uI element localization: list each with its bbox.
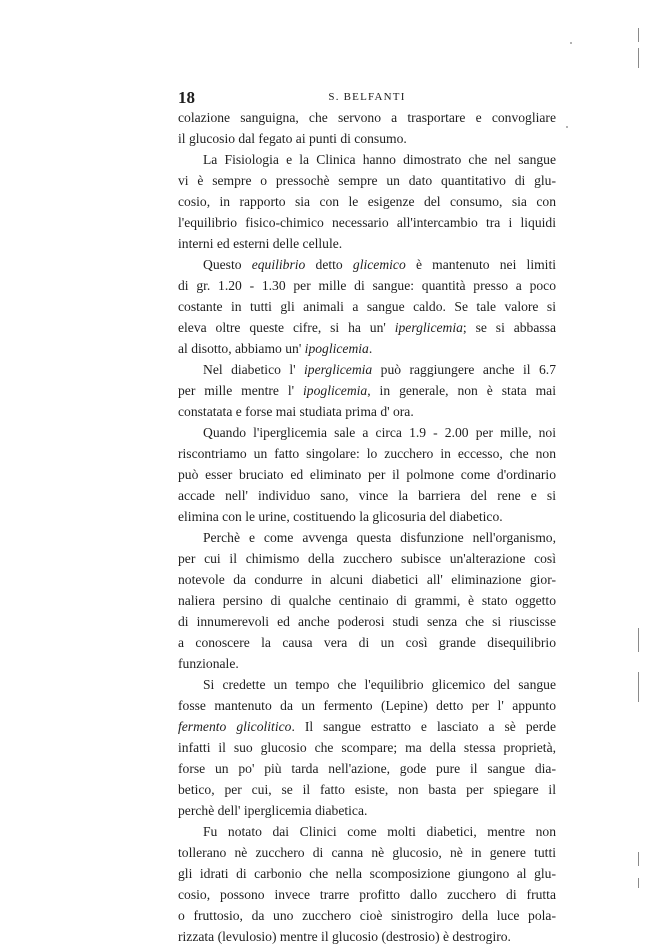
text-line bbox=[178, 443, 556, 464]
text-line bbox=[178, 191, 556, 212]
text-line bbox=[178, 149, 556, 170]
running-head-author: S. BELFANTI bbox=[328, 91, 406, 103]
scan-edge-mark bbox=[638, 852, 639, 866]
text-line bbox=[178, 107, 556, 128]
text-line bbox=[178, 716, 556, 737]
text-line bbox=[178, 338, 556, 359]
text-segment: di innumerevoli ed anche poderosi studi senza che si riuscisse bbox=[178, 614, 556, 629]
text-line bbox=[178, 821, 556, 842]
text-segment: constatata e forse mai studiata prima d' ora. bbox=[178, 404, 414, 419]
text-segment: perchè dell' iperglicemia diabetica. bbox=[178, 803, 368, 818]
scan-edge-mark bbox=[638, 672, 639, 702]
text-line bbox=[178, 926, 556, 947]
text-line bbox=[178, 359, 556, 380]
text-segment: cosio, in rapporto sia con le esigenze del consumo, sia con bbox=[178, 194, 556, 209]
text-segment: accade nell' individuo sano, vince la barriera del rene e si bbox=[178, 488, 556, 503]
text-line bbox=[178, 548, 556, 569]
text-segment: detto bbox=[305, 257, 353, 272]
italic-term: fermento glicolitico bbox=[178, 719, 292, 734]
text-segment: Questo bbox=[203, 257, 252, 272]
text-line bbox=[178, 128, 556, 149]
text-segment: gli idrati di carbonio che nella scomposizione giungono al glu- bbox=[178, 866, 556, 881]
text-segment: , in generale, non è stata mai bbox=[367, 383, 556, 398]
text-line bbox=[178, 884, 556, 905]
text-line bbox=[178, 296, 556, 317]
text-line bbox=[178, 779, 556, 800]
text-segment: funzionale. bbox=[178, 656, 239, 671]
text-line bbox=[178, 485, 556, 506]
text-segment: cosio, possono invece trarre profitto dallo zucchero di frutta bbox=[178, 887, 556, 902]
text-segment: l'equilibrio fisico-chimico necessario all'intercambio tra i liquidi bbox=[178, 215, 556, 230]
text-segment: il glucosio dal fegato ai punti di consumo. bbox=[178, 131, 407, 146]
text-line bbox=[178, 464, 556, 485]
text-line bbox=[178, 275, 556, 296]
text-segment: betico, per cui, se il fatto esiste, non basta per spiegare il bbox=[178, 782, 556, 797]
scan-edge-mark bbox=[638, 48, 639, 68]
text-line bbox=[178, 506, 556, 527]
text-segment: notevole da condurre in alcuni diabetici all' eliminazione gior- bbox=[178, 572, 556, 587]
scan-edge-mark bbox=[638, 28, 639, 42]
text-segment: è mantenuto nei limiti bbox=[405, 257, 556, 272]
italic-term: iperglicemia bbox=[394, 320, 463, 335]
italic-term: ipoglicemia bbox=[304, 341, 369, 356]
text-segment: rizzata (levulosio) mentre il glucosio (destrosio) è destrogiro. bbox=[178, 929, 511, 944]
text-segment: riscontriamo un fatto singolare: lo zucchero in eccesso, che non bbox=[178, 446, 556, 461]
text-segment: di gr. 1.20 - 1.30 per mille di sangue: quantità presso a poco bbox=[178, 278, 556, 293]
italic-term: ipoglicemia bbox=[303, 383, 368, 398]
text-segment: fosse mantenuto da un fermento (Lepine) detto per l' appunto bbox=[178, 698, 556, 713]
text-segment: naliera persino di qualche centinaio di grammi, è stato oggetto bbox=[178, 593, 556, 608]
body-text bbox=[178, 107, 556, 947]
text-line bbox=[178, 170, 556, 191]
text-line bbox=[178, 254, 556, 275]
text-segment: La Fisiologia e la Clinica hanno dimostrato che nel sangue bbox=[203, 152, 556, 167]
text-line bbox=[178, 590, 556, 611]
text-line bbox=[178, 527, 556, 548]
text-segment: per mille mentre l' bbox=[178, 383, 304, 398]
text-segment: elimina con le urine, costituendo la glicosuria del diabetico. bbox=[178, 509, 503, 524]
text-segment: Nel diabetico l' bbox=[203, 362, 305, 377]
text-segment: costante in tutti gli animali a sangue caldo. Se tale valore si bbox=[178, 299, 556, 314]
text-line bbox=[178, 842, 556, 863]
text-line bbox=[178, 569, 556, 590]
italic-term: glicemico bbox=[352, 257, 406, 272]
text-segment: a conoscere la causa vera di un così grande disequilibrio bbox=[178, 635, 556, 650]
text-segment: forse un po' più tarda nell'azione, gode pure il sangue dia- bbox=[178, 761, 556, 776]
text-segment: tollerano nè zucchero di canna nè glucosio, nè in genere tutti bbox=[178, 845, 556, 860]
text-line bbox=[178, 233, 556, 254]
text-line bbox=[178, 674, 556, 695]
text-line bbox=[178, 737, 556, 758]
italic-term: equilibrio bbox=[251, 257, 306, 272]
text-segment: vi è sempre o pressochè sempre un dato quantitativo di glu- bbox=[178, 173, 556, 188]
text-line bbox=[178, 905, 556, 926]
text-segment: al disotto, abbiamo un' bbox=[178, 341, 305, 356]
text-line bbox=[178, 401, 556, 422]
text-segment: eleva oltre queste cifre, si ha un' bbox=[178, 320, 395, 335]
text-line bbox=[178, 800, 556, 821]
text-segment: Fu notato dai Clinici come molti diabetici, mentre non bbox=[203, 824, 556, 839]
page-number: 18 bbox=[178, 88, 195, 107]
text-segment: infatti il suo glucosio che scompare; ma della stessa proprietà, bbox=[178, 740, 556, 755]
text-segment: Perchè e come avvenga questa disfunzione nell'organismo, bbox=[203, 530, 556, 545]
text-segment: . bbox=[368, 341, 373, 356]
text-line bbox=[178, 611, 556, 632]
text-line bbox=[178, 695, 556, 716]
text-line bbox=[178, 632, 556, 653]
text-segment: colazione sanguigna, che servono a trasportare e convogliare bbox=[178, 110, 556, 125]
text-line bbox=[178, 863, 556, 884]
text-segment: ; se si abbassa bbox=[462, 320, 556, 335]
text-segment: Si credette un tempo che l'equilibrio glicemico del sangue bbox=[203, 677, 556, 692]
text-segment: per cui il chimismo della zucchero subisce un'alterazione così bbox=[178, 551, 556, 566]
scan-speck bbox=[570, 42, 572, 44]
text-line bbox=[178, 212, 556, 233]
scan-edge-mark bbox=[638, 878, 639, 888]
text-line bbox=[178, 380, 556, 401]
text-line bbox=[178, 422, 556, 443]
text-segment: Quando l'iperglicemia sale a circa 1.9 - 2.00 per mille, noi bbox=[203, 425, 556, 440]
scan-speck bbox=[566, 126, 568, 128]
text-line bbox=[178, 317, 556, 338]
text-segment: può esser bruciato ed eliminato per il polmone come d'ordinario bbox=[178, 467, 556, 482]
text-segment: può raggiungere anche il 6.7 bbox=[372, 362, 556, 377]
text-segment: interni ed esterni delle cellule. bbox=[178, 236, 343, 251]
text-segment: o fruttosio, da uno zucchero cioè sinistrogiro della luce pola- bbox=[178, 908, 556, 923]
text-segment: . Il sangue estratto e lasciato a sè perde bbox=[291, 719, 556, 734]
italic-term: iperglicemia bbox=[304, 362, 373, 377]
scan-edge-mark bbox=[638, 628, 639, 652]
text-line bbox=[178, 653, 556, 674]
text-line bbox=[178, 758, 556, 779]
